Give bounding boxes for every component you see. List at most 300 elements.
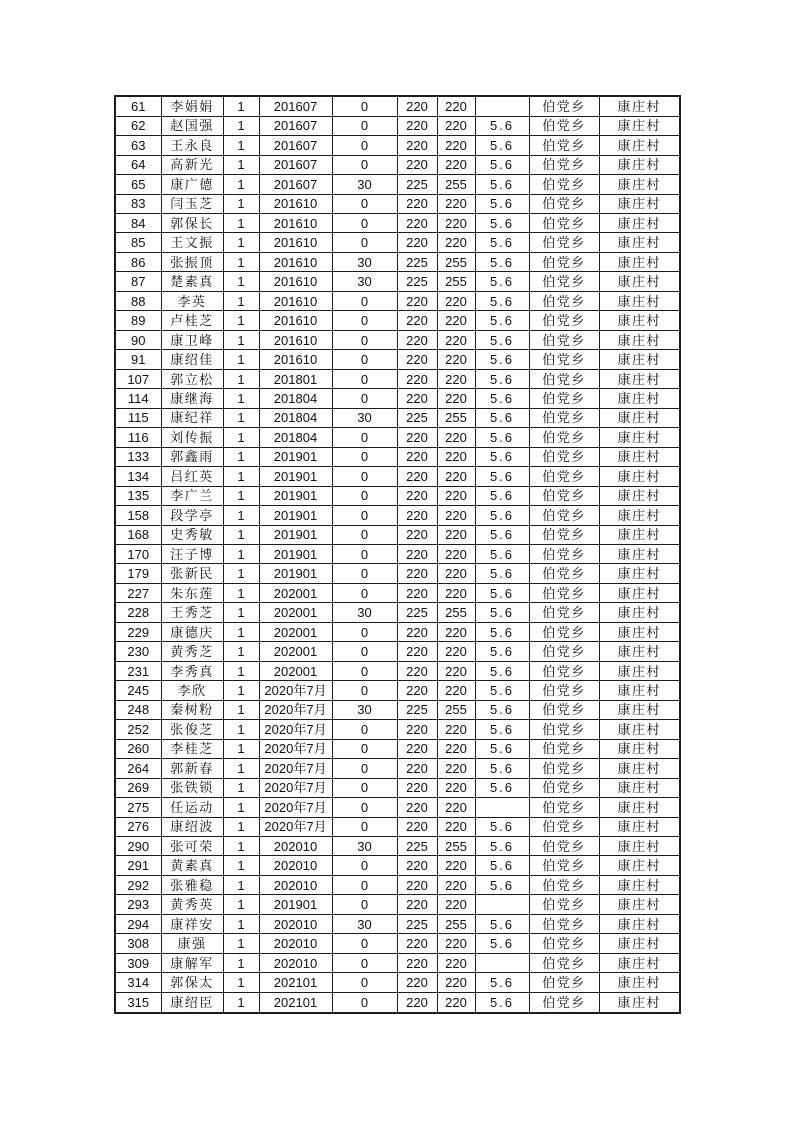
cell-name: 史秀敏 bbox=[161, 525, 223, 544]
cell-total: 220 bbox=[437, 467, 475, 486]
cell-total: 220 bbox=[437, 875, 475, 894]
table-row bbox=[115, 506, 680, 525]
cell-addition: 0 bbox=[332, 759, 397, 778]
cell-village: 康庄村 bbox=[599, 96, 680, 116]
cell-seq: 107 bbox=[115, 369, 161, 388]
cell-name: 康纪祥 bbox=[161, 408, 223, 427]
table-row bbox=[115, 136, 680, 155]
cell-month: 202001 bbox=[259, 661, 332, 680]
cell-fee: 5.6 bbox=[475, 914, 529, 933]
cell-month: 201610 bbox=[259, 194, 332, 213]
cell-township: 伯党乡 bbox=[529, 759, 599, 778]
cell-name: 李英 bbox=[161, 291, 223, 310]
cell-seq: 170 bbox=[115, 544, 161, 563]
cell-township: 伯党乡 bbox=[529, 856, 599, 875]
cell-base: 220 bbox=[397, 214, 437, 233]
cell-month: 201610 bbox=[259, 311, 332, 330]
cell-fee: 5.6 bbox=[475, 389, 529, 408]
cell-total: 220 bbox=[437, 856, 475, 875]
cell-count: 1 bbox=[223, 214, 259, 233]
table-row bbox=[115, 720, 680, 739]
cell-addition: 0 bbox=[332, 350, 397, 369]
cell-name: 张俊芝 bbox=[161, 720, 223, 739]
cell-name: 闫玉芝 bbox=[161, 194, 223, 213]
cell-month: 201610 bbox=[259, 350, 332, 369]
cell-name: 李桂芝 bbox=[161, 739, 223, 758]
cell-name: 王秀芝 bbox=[161, 603, 223, 622]
cell-total: 220 bbox=[437, 778, 475, 797]
cell-fee: 5.6 bbox=[475, 934, 529, 953]
cell-count: 1 bbox=[223, 311, 259, 330]
cell-village: 康庄村 bbox=[599, 681, 680, 700]
cell-village: 康庄村 bbox=[599, 798, 680, 817]
cell-count: 1 bbox=[223, 291, 259, 310]
cell-total: 220 bbox=[437, 233, 475, 252]
cell-township: 伯党乡 bbox=[529, 817, 599, 836]
cell-township: 伯党乡 bbox=[529, 428, 599, 447]
cell-count: 1 bbox=[223, 525, 259, 544]
cell-base: 220 bbox=[397, 291, 437, 310]
cell-count: 1 bbox=[223, 914, 259, 933]
cell-fee: 5.6 bbox=[475, 408, 529, 427]
cell-village: 康庄村 bbox=[599, 837, 680, 856]
cell-month: 201607 bbox=[259, 136, 332, 155]
cell-fee: 5.6 bbox=[475, 622, 529, 641]
cell-name: 康祥安 bbox=[161, 914, 223, 933]
cell-township: 伯党乡 bbox=[529, 389, 599, 408]
cell-month: 202010 bbox=[259, 856, 332, 875]
cell-township: 伯党乡 bbox=[529, 798, 599, 817]
cell-fee: 5.6 bbox=[475, 759, 529, 778]
table-row bbox=[115, 369, 680, 388]
cell-total: 220 bbox=[437, 798, 475, 817]
cell-village: 康庄村 bbox=[599, 934, 680, 953]
cell-base: 220 bbox=[397, 194, 437, 213]
cell-village: 康庄村 bbox=[599, 214, 680, 233]
cell-base: 220 bbox=[397, 544, 437, 563]
cell-township: 伯党乡 bbox=[529, 661, 599, 680]
cell-total: 220 bbox=[437, 389, 475, 408]
cell-township: 伯党乡 bbox=[529, 837, 599, 856]
cell-base: 220 bbox=[397, 681, 437, 700]
cell-count: 1 bbox=[223, 486, 259, 505]
cell-township: 伯党乡 bbox=[529, 252, 599, 271]
cell-fee: 5.6 bbox=[475, 194, 529, 213]
cell-name: 康德庆 bbox=[161, 622, 223, 641]
table-row bbox=[115, 389, 680, 408]
cell-month: 202010 bbox=[259, 914, 332, 933]
cell-count: 1 bbox=[223, 661, 259, 680]
cell-township: 伯党乡 bbox=[529, 992, 599, 1013]
cell-fee: 5.6 bbox=[475, 661, 529, 680]
table-row bbox=[115, 564, 680, 583]
cell-month: 2020年7月 bbox=[259, 739, 332, 758]
records-tbody bbox=[115, 96, 680, 1013]
cell-addition: 30 bbox=[332, 700, 397, 719]
cell-township: 伯党乡 bbox=[529, 350, 599, 369]
cell-base: 225 bbox=[397, 603, 437, 622]
cell-name: 康继海 bbox=[161, 389, 223, 408]
cell-total: 220 bbox=[437, 486, 475, 505]
cell-month: 202010 bbox=[259, 837, 332, 856]
cell-total: 255 bbox=[437, 700, 475, 719]
cell-count: 1 bbox=[223, 116, 259, 135]
cell-township: 伯党乡 bbox=[529, 369, 599, 388]
cell-name: 李欣 bbox=[161, 681, 223, 700]
cell-total: 220 bbox=[437, 214, 475, 233]
cell-month: 202010 bbox=[259, 875, 332, 894]
cell-base: 220 bbox=[397, 486, 437, 505]
cell-name: 张新民 bbox=[161, 564, 223, 583]
cell-month: 201901 bbox=[259, 506, 332, 525]
cell-fee bbox=[475, 798, 529, 817]
cell-seq: 90 bbox=[115, 330, 161, 349]
cell-addition: 0 bbox=[332, 116, 397, 135]
cell-base: 220 bbox=[397, 155, 437, 174]
cell-month: 201901 bbox=[259, 544, 332, 563]
cell-fee: 5.6 bbox=[475, 739, 529, 758]
cell-month: 202101 bbox=[259, 992, 332, 1013]
cell-base: 220 bbox=[397, 895, 437, 914]
cell-total: 220 bbox=[437, 116, 475, 135]
cell-count: 1 bbox=[223, 544, 259, 563]
cell-fee: 5.6 bbox=[475, 583, 529, 602]
cell-count: 1 bbox=[223, 506, 259, 525]
cell-township: 伯党乡 bbox=[529, 233, 599, 252]
cell-base: 225 bbox=[397, 408, 437, 427]
cell-addition: 30 bbox=[332, 837, 397, 856]
cell-base: 225 bbox=[397, 837, 437, 856]
cell-total: 220 bbox=[437, 155, 475, 174]
cell-addition: 0 bbox=[332, 389, 397, 408]
cell-seq: 63 bbox=[115, 136, 161, 155]
cell-month: 202010 bbox=[259, 953, 332, 972]
cell-township: 伯党乡 bbox=[529, 934, 599, 953]
cell-name: 康绍臣 bbox=[161, 992, 223, 1013]
table-row bbox=[115, 447, 680, 466]
cell-base: 220 bbox=[397, 778, 437, 797]
cell-addition: 0 bbox=[332, 661, 397, 680]
cell-base: 220 bbox=[397, 233, 437, 252]
cell-township: 伯党乡 bbox=[529, 506, 599, 525]
cell-count: 1 bbox=[223, 350, 259, 369]
cell-count: 1 bbox=[223, 681, 259, 700]
cell-seq: 86 bbox=[115, 252, 161, 271]
cell-month: 201610 bbox=[259, 330, 332, 349]
cell-count: 1 bbox=[223, 895, 259, 914]
cell-base: 220 bbox=[397, 350, 437, 369]
cell-village: 康庄村 bbox=[599, 252, 680, 271]
cell-total: 220 bbox=[437, 817, 475, 836]
cell-seq: 294 bbox=[115, 914, 161, 933]
cell-total: 255 bbox=[437, 837, 475, 856]
table-row bbox=[115, 953, 680, 972]
cell-township: 伯党乡 bbox=[529, 875, 599, 894]
cell-name: 李娟娟 bbox=[161, 96, 223, 116]
cell-count: 1 bbox=[223, 252, 259, 271]
cell-seq: 64 bbox=[115, 155, 161, 174]
cell-total: 255 bbox=[437, 272, 475, 291]
cell-month: 201804 bbox=[259, 389, 332, 408]
cell-count: 1 bbox=[223, 96, 259, 116]
cell-village: 康庄村 bbox=[599, 194, 680, 213]
cell-base: 220 bbox=[397, 583, 437, 602]
cell-township: 伯党乡 bbox=[529, 642, 599, 661]
cell-seq: 91 bbox=[115, 350, 161, 369]
cell-name: 郭保太 bbox=[161, 973, 223, 992]
cell-base: 220 bbox=[397, 720, 437, 739]
table-row bbox=[115, 175, 680, 194]
cell-fee: 5.6 bbox=[475, 681, 529, 700]
cell-month: 202001 bbox=[259, 622, 332, 641]
cell-seq: 260 bbox=[115, 739, 161, 758]
cell-addition: 0 bbox=[332, 798, 397, 817]
cell-total: 255 bbox=[437, 252, 475, 271]
table-row bbox=[115, 622, 680, 641]
cell-township: 伯党乡 bbox=[529, 973, 599, 992]
cell-total: 220 bbox=[437, 973, 475, 992]
table-row bbox=[115, 700, 680, 719]
cell-seq: 134 bbox=[115, 467, 161, 486]
cell-fee: 5.6 bbox=[475, 330, 529, 349]
cell-base: 220 bbox=[397, 992, 437, 1013]
cell-seq: 89 bbox=[115, 311, 161, 330]
cell-count: 1 bbox=[223, 642, 259, 661]
cell-base: 220 bbox=[397, 564, 437, 583]
cell-fee: 5.6 bbox=[475, 233, 529, 252]
table-row bbox=[115, 486, 680, 505]
cell-fee: 5.6 bbox=[475, 214, 529, 233]
cell-month: 201901 bbox=[259, 564, 332, 583]
cell-township: 伯党乡 bbox=[529, 116, 599, 135]
cell-total: 220 bbox=[437, 544, 475, 563]
cell-addition: 0 bbox=[332, 428, 397, 447]
cell-village: 康庄村 bbox=[599, 583, 680, 602]
cell-count: 1 bbox=[223, 467, 259, 486]
cell-name: 李广兰 bbox=[161, 486, 223, 505]
cell-fee: 5.6 bbox=[475, 116, 529, 135]
cell-month: 2020年7月 bbox=[259, 681, 332, 700]
cell-total: 220 bbox=[437, 661, 475, 680]
cell-name: 吕红英 bbox=[161, 467, 223, 486]
cell-base: 220 bbox=[397, 525, 437, 544]
cell-total: 220 bbox=[437, 330, 475, 349]
cell-fee: 5.6 bbox=[475, 467, 529, 486]
table-row bbox=[115, 681, 680, 700]
cell-base: 220 bbox=[397, 136, 437, 155]
cell-seq: 231 bbox=[115, 661, 161, 680]
cell-month: 201607 bbox=[259, 116, 332, 135]
cell-seq: 116 bbox=[115, 428, 161, 447]
cell-village: 康庄村 bbox=[599, 350, 680, 369]
table-row bbox=[115, 798, 680, 817]
cell-total: 220 bbox=[437, 895, 475, 914]
table-row bbox=[115, 583, 680, 602]
cell-month: 201901 bbox=[259, 447, 332, 466]
cell-township: 伯党乡 bbox=[529, 700, 599, 719]
cell-township: 伯党乡 bbox=[529, 564, 599, 583]
cell-name: 任运动 bbox=[161, 798, 223, 817]
cell-month: 202001 bbox=[259, 603, 332, 622]
cell-addition: 30 bbox=[332, 914, 397, 933]
cell-total: 220 bbox=[437, 583, 475, 602]
cell-village: 康庄村 bbox=[599, 428, 680, 447]
cell-addition: 0 bbox=[332, 194, 397, 213]
cell-fee: 5.6 bbox=[475, 486, 529, 505]
cell-addition: 0 bbox=[332, 973, 397, 992]
cell-seq: 315 bbox=[115, 992, 161, 1013]
cell-base: 220 bbox=[397, 856, 437, 875]
cell-fee: 5.6 bbox=[475, 544, 529, 563]
cell-addition: 0 bbox=[332, 895, 397, 914]
cell-addition: 0 bbox=[332, 856, 397, 875]
cell-total: 220 bbox=[437, 720, 475, 739]
table-row bbox=[115, 837, 680, 856]
cell-addition: 0 bbox=[332, 369, 397, 388]
cell-fee: 5.6 bbox=[475, 506, 529, 525]
cell-base: 225 bbox=[397, 175, 437, 194]
cell-village: 康庄村 bbox=[599, 525, 680, 544]
cell-total: 255 bbox=[437, 603, 475, 622]
cell-count: 1 bbox=[223, 389, 259, 408]
cell-fee: 5.6 bbox=[475, 291, 529, 310]
cell-township: 伯党乡 bbox=[529, 155, 599, 174]
cell-count: 1 bbox=[223, 447, 259, 466]
cell-count: 1 bbox=[223, 136, 259, 155]
cell-fee: 5.6 bbox=[475, 428, 529, 447]
cell-seq: 292 bbox=[115, 875, 161, 894]
cell-base: 220 bbox=[397, 739, 437, 758]
cell-base: 220 bbox=[397, 116, 437, 135]
cell-village: 康庄村 bbox=[599, 992, 680, 1013]
cell-base: 220 bbox=[397, 96, 437, 116]
cell-township: 伯党乡 bbox=[529, 525, 599, 544]
cell-township: 伯党乡 bbox=[529, 408, 599, 427]
cell-fee: 5.6 bbox=[475, 992, 529, 1013]
cell-total: 220 bbox=[437, 291, 475, 310]
cell-count: 1 bbox=[223, 369, 259, 388]
cell-village: 康庄村 bbox=[599, 272, 680, 291]
cell-base: 220 bbox=[397, 934, 437, 953]
cell-count: 1 bbox=[223, 992, 259, 1013]
cell-fee: 5.6 bbox=[475, 369, 529, 388]
cell-count: 1 bbox=[223, 778, 259, 797]
cell-count: 1 bbox=[223, 233, 259, 252]
cell-base: 225 bbox=[397, 252, 437, 271]
cell-month: 201901 bbox=[259, 525, 332, 544]
cell-total: 220 bbox=[437, 759, 475, 778]
cell-seq: 115 bbox=[115, 408, 161, 427]
cell-base: 220 bbox=[397, 447, 437, 466]
cell-seq: 293 bbox=[115, 895, 161, 914]
cell-total: 220 bbox=[437, 934, 475, 953]
cell-count: 1 bbox=[223, 408, 259, 427]
cell-addition: 0 bbox=[332, 486, 397, 505]
cell-village: 康庄村 bbox=[599, 720, 680, 739]
cell-fee: 5.6 bbox=[475, 837, 529, 856]
cell-seq: 84 bbox=[115, 214, 161, 233]
cell-township: 伯党乡 bbox=[529, 467, 599, 486]
cell-seq: 87 bbox=[115, 272, 161, 291]
cell-base: 220 bbox=[397, 661, 437, 680]
cell-seq: 291 bbox=[115, 856, 161, 875]
cell-addition: 0 bbox=[332, 720, 397, 739]
cell-base: 220 bbox=[397, 330, 437, 349]
cell-village: 康庄村 bbox=[599, 408, 680, 427]
cell-base: 220 bbox=[397, 467, 437, 486]
cell-total: 220 bbox=[437, 953, 475, 972]
table-row bbox=[115, 272, 680, 291]
table-row bbox=[115, 992, 680, 1013]
cell-month: 201901 bbox=[259, 895, 332, 914]
cell-addition: 0 bbox=[332, 778, 397, 797]
cell-fee: 5.6 bbox=[475, 155, 529, 174]
cell-month: 201610 bbox=[259, 272, 332, 291]
cell-count: 1 bbox=[223, 837, 259, 856]
cell-name: 康解军 bbox=[161, 953, 223, 972]
cell-fee: 5.6 bbox=[475, 720, 529, 739]
cell-village: 康庄村 bbox=[599, 895, 680, 914]
cell-addition: 0 bbox=[332, 564, 397, 583]
cell-addition: 0 bbox=[332, 233, 397, 252]
cell-name: 卢桂芝 bbox=[161, 311, 223, 330]
cell-village: 康庄村 bbox=[599, 700, 680, 719]
table-row bbox=[115, 214, 680, 233]
cell-addition: 30 bbox=[332, 408, 397, 427]
cell-township: 伯党乡 bbox=[529, 681, 599, 700]
cell-fee: 5.6 bbox=[475, 700, 529, 719]
cell-base: 220 bbox=[397, 622, 437, 641]
table-row bbox=[115, 194, 680, 213]
cell-total: 220 bbox=[437, 194, 475, 213]
cell-fee bbox=[475, 953, 529, 972]
cell-township: 伯党乡 bbox=[529, 544, 599, 563]
cell-name: 康绍波 bbox=[161, 817, 223, 836]
cell-total: 220 bbox=[437, 681, 475, 700]
cell-village: 康庄村 bbox=[599, 778, 680, 797]
cell-total: 255 bbox=[437, 408, 475, 427]
cell-village: 康庄村 bbox=[599, 953, 680, 972]
cell-name: 郭立松 bbox=[161, 369, 223, 388]
cell-village: 康庄村 bbox=[599, 914, 680, 933]
cell-village: 康庄村 bbox=[599, 467, 680, 486]
cell-base: 225 bbox=[397, 914, 437, 933]
cell-village: 康庄村 bbox=[599, 175, 680, 194]
cell-name: 刘传振 bbox=[161, 428, 223, 447]
cell-seq: 114 bbox=[115, 389, 161, 408]
cell-base: 220 bbox=[397, 506, 437, 525]
cell-fee: 5.6 bbox=[475, 525, 529, 544]
cell-seq: 290 bbox=[115, 837, 161, 856]
cell-name: 康卫峰 bbox=[161, 330, 223, 349]
cell-addition: 0 bbox=[332, 311, 397, 330]
cell-month: 2020年7月 bbox=[259, 759, 332, 778]
cell-township: 伯党乡 bbox=[529, 953, 599, 972]
cell-village: 康庄村 bbox=[599, 856, 680, 875]
cell-name: 王永良 bbox=[161, 136, 223, 155]
cell-township: 伯党乡 bbox=[529, 720, 599, 739]
cell-addition: 30 bbox=[332, 175, 397, 194]
cell-name: 黄秀芝 bbox=[161, 642, 223, 661]
cell-total: 220 bbox=[437, 525, 475, 544]
cell-total: 220 bbox=[437, 564, 475, 583]
table-row bbox=[115, 603, 680, 622]
cell-seq: 133 bbox=[115, 447, 161, 466]
cell-addition: 30 bbox=[332, 603, 397, 622]
cell-month: 202101 bbox=[259, 973, 332, 992]
cell-count: 1 bbox=[223, 739, 259, 758]
cell-month: 201610 bbox=[259, 214, 332, 233]
